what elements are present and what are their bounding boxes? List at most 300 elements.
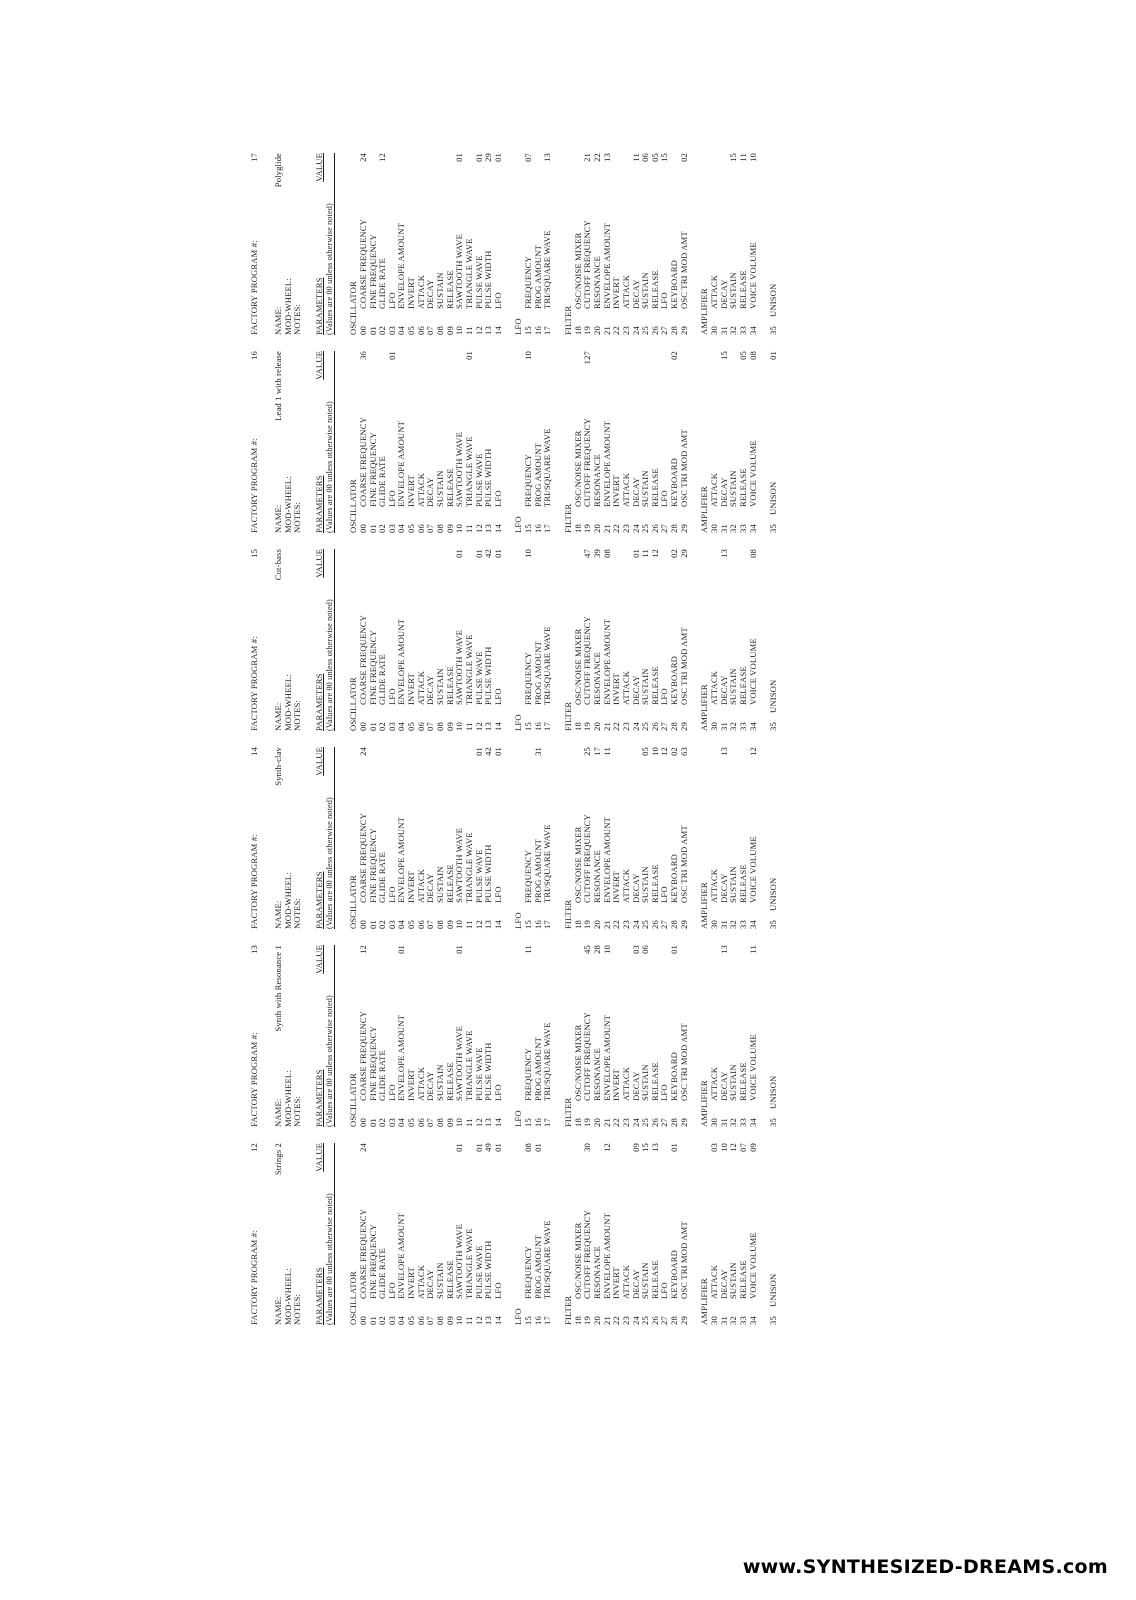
parameter-value: 01 bbox=[473, 747, 484, 756]
parameter-row bbox=[769, 945, 779, 1127]
parameter-row bbox=[680, 747, 690, 929]
parameter-name: LFO bbox=[386, 490, 397, 507]
parameter-number: 13 bbox=[483, 1118, 494, 1127]
parameter-value: 01 bbox=[454, 945, 465, 954]
parameter-number: 32 bbox=[728, 524, 739, 533]
parameter-name: FREQUENCY bbox=[523, 256, 534, 309]
parameter-name: DECAY bbox=[718, 873, 729, 903]
parameter-section bbox=[349, 351, 503, 533]
parameter-number: 18 bbox=[572, 326, 583, 335]
parameter-number: 00 bbox=[357, 1316, 368, 1325]
parameter-number: 21 bbox=[601, 1316, 612, 1325]
program-number: 17 bbox=[249, 153, 259, 162]
parameter-number: 00 bbox=[357, 722, 368, 731]
parameter-name: ENVELOPE AMOUNT bbox=[601, 420, 612, 507]
parameter-name: RELEASE bbox=[649, 666, 660, 705]
parameter-number: 18 bbox=[572, 1118, 583, 1127]
parameter-name: RELEASE bbox=[649, 1260, 660, 1299]
parameter-number: 16 bbox=[532, 524, 543, 533]
parameter-value: 12 bbox=[601, 1143, 612, 1152]
parameter-name: LFO bbox=[386, 1084, 397, 1101]
parameter-name: RESONANCE bbox=[591, 454, 602, 507]
parameter-number: 30 bbox=[709, 524, 719, 533]
parameter-name: OSC TRI MOD AMT bbox=[678, 627, 689, 705]
parameter-name: ATTACK bbox=[620, 670, 631, 705]
parameter-value: 01 bbox=[454, 549, 465, 558]
parameter-number: 13 bbox=[483, 920, 494, 929]
parameter-name: PULSE WAVE bbox=[473, 651, 484, 705]
parameter-number: 23 bbox=[620, 1316, 631, 1325]
parameter-name: DECAY bbox=[630, 873, 641, 903]
parameter-number: 26 bbox=[649, 1316, 660, 1325]
parameter-value: 63 bbox=[678, 747, 689, 756]
parameter-number: 00 bbox=[357, 326, 368, 335]
parameter-name: TRI/SQUARE WAVE bbox=[542, 1220, 553, 1299]
parameter-name: OSC TRI MOD AMT bbox=[678, 231, 689, 309]
parameter-name: PULSE WIDTH bbox=[483, 1042, 494, 1101]
parameter-number: 22 bbox=[611, 1118, 622, 1127]
parameter-name: SAWTOOTH WAVE bbox=[454, 629, 465, 705]
parameter-value: 09 bbox=[630, 1143, 641, 1152]
parameter-name: SUSTAIN bbox=[728, 866, 739, 903]
parameter-value: 13 bbox=[601, 153, 612, 162]
parameter-name: ATTACK bbox=[620, 274, 631, 309]
program-heading-label: FACTORY PROGRAM #: bbox=[249, 240, 259, 335]
parameter-number: 16 bbox=[532, 326, 543, 335]
parameter-number: 31 bbox=[718, 722, 729, 731]
value-label: VALUE bbox=[313, 747, 324, 776]
parameter-value: 39 bbox=[591, 549, 602, 558]
parameter-name: ENVELOPE AMOUNT bbox=[601, 1212, 612, 1299]
parameter-number: 08 bbox=[434, 524, 445, 533]
parameter-value: 49 bbox=[483, 1143, 494, 1152]
parameter-number: 25 bbox=[640, 326, 651, 335]
mod-wheel-label: MOD-WHEEL: bbox=[282, 1268, 293, 1325]
parameter-number: 09 bbox=[444, 722, 455, 731]
parameter-name: ATTACK bbox=[620, 1066, 631, 1101]
parameter-section bbox=[564, 549, 689, 731]
parameter-number: 01 bbox=[367, 1316, 378, 1325]
parameter-row bbox=[494, 945, 504, 1127]
notes-label: NOTES: bbox=[292, 502, 303, 533]
parameter-number: 24 bbox=[630, 722, 641, 731]
parameter-value: 01 bbox=[630, 549, 641, 558]
parameter-number: 07 bbox=[425, 920, 436, 929]
parameter-number: 05 bbox=[406, 722, 417, 731]
parameter-name: SUSTAIN bbox=[728, 668, 739, 705]
parameter-section bbox=[769, 1143, 779, 1325]
parameter-number: 19 bbox=[582, 1118, 593, 1127]
parameter-value: 17 bbox=[591, 747, 602, 756]
parameter-number: 20 bbox=[591, 1118, 602, 1127]
parameter-number: 12 bbox=[473, 1316, 484, 1325]
program-heading-label: FACTORY PROGRAM #: bbox=[249, 834, 259, 929]
parameter-name: INVERT bbox=[406, 277, 417, 309]
parameter-number: 02 bbox=[377, 920, 388, 929]
parameter-name: ENVELOPE AMOUNT bbox=[396, 618, 407, 705]
parameter-value: 24 bbox=[357, 747, 368, 756]
parameter-name: RELEASE bbox=[649, 468, 660, 507]
parameter-number: 31 bbox=[718, 326, 729, 335]
program-meta bbox=[274, 351, 303, 533]
parameter-name: SUSTAIN bbox=[728, 272, 739, 309]
parameter-number: 14 bbox=[492, 1118, 503, 1127]
section-title: FILTER bbox=[563, 899, 574, 929]
parameter-number: 17 bbox=[542, 524, 553, 533]
parameter-value: 11 bbox=[747, 945, 758, 954]
parameter-name: CUTOFF FREQUENCY bbox=[582, 616, 593, 705]
parameter-row bbox=[494, 1143, 504, 1325]
parameter-value: 13 bbox=[718, 747, 729, 756]
parameter-number: 05 bbox=[406, 326, 417, 335]
program-heading bbox=[250, 1143, 260, 1325]
parameter-number: 29 bbox=[678, 326, 689, 335]
parameter-name: LFO bbox=[386, 292, 397, 309]
parameter-name: PULSE WAVE bbox=[473, 1245, 484, 1299]
parameter-number: 09 bbox=[444, 1316, 455, 1325]
parameter-name: UNISON bbox=[768, 481, 779, 515]
parameter-name: TRIANGLE WAVE bbox=[463, 634, 474, 705]
parameter-value: 29 bbox=[678, 549, 689, 558]
parameter-name: FINE FREQUENCY bbox=[367, 1026, 378, 1101]
parameter-name: RELEASE bbox=[737, 1260, 748, 1299]
parameter-value: 01 bbox=[768, 351, 779, 360]
parameter-number: 27 bbox=[659, 1316, 670, 1325]
parameter-name: DECAY bbox=[630, 1269, 641, 1299]
name-label: NAME: bbox=[273, 702, 283, 731]
parameter-number: 29 bbox=[678, 1316, 689, 1325]
parameter-name: UNISON bbox=[768, 283, 779, 317]
website-footer: www.SYNTHESIZED-DREAMS.com bbox=[742, 1556, 1108, 1578]
parameter-name: INVERT bbox=[611, 1267, 622, 1299]
section-title: FILTER bbox=[563, 1097, 574, 1127]
parameter-number: 29 bbox=[678, 920, 689, 929]
parameter-number: 35 bbox=[768, 1316, 779, 1325]
parameter-number: 35 bbox=[768, 920, 779, 929]
parameter-value: 01 bbox=[463, 351, 474, 360]
parameter-name: SUSTAIN bbox=[640, 668, 651, 705]
parameter-name: RELEASE bbox=[649, 864, 660, 903]
parameter-name: KEYBOARD bbox=[669, 260, 680, 309]
parameter-number: 00 bbox=[357, 524, 368, 533]
factory-program-sheet bbox=[250, 155, 900, 1335]
parameter-name: LFO bbox=[492, 688, 503, 705]
parameter-name: TRIANGLE WAVE bbox=[463, 1030, 474, 1101]
parameter-number: 09 bbox=[444, 920, 455, 929]
parameter-number: 20 bbox=[591, 1316, 602, 1325]
program-heading bbox=[250, 351, 260, 533]
parameter-number: 17 bbox=[542, 722, 553, 731]
parameter-name: DECAY bbox=[718, 477, 729, 507]
parameter-name: TRI/SQUARE WAVE bbox=[542, 1022, 553, 1101]
parameter-number: 04 bbox=[396, 920, 407, 929]
parameter-number: 05 bbox=[406, 524, 417, 533]
parameter-name: DECAY bbox=[425, 1269, 436, 1299]
parameter-name: KEYBOARD bbox=[669, 656, 680, 705]
parameter-row bbox=[769, 351, 779, 533]
parameter-number: 15 bbox=[523, 1118, 534, 1127]
parameter-number: 28 bbox=[669, 1316, 680, 1325]
section-title: AMPLIFIER bbox=[699, 1080, 710, 1127]
program-column bbox=[250, 945, 900, 1127]
section-title: LFO bbox=[513, 516, 524, 533]
parameter-name: VOICE VOLUME bbox=[747, 242, 758, 309]
program-meta bbox=[274, 153, 303, 335]
parameter-name: RELEASE bbox=[444, 270, 455, 309]
parameter-name: SUSTAIN bbox=[434, 668, 445, 705]
parameter-name: PULSE WIDTH bbox=[483, 844, 494, 903]
parameter-name: LFO bbox=[492, 886, 503, 903]
parameter-number: 17 bbox=[542, 920, 553, 929]
parameter-name: OSC TRI MOD AMT bbox=[678, 1221, 689, 1299]
parameter-number: 15 bbox=[523, 326, 534, 335]
parameter-number: 10 bbox=[454, 722, 465, 731]
section-title: AMPLIFIER bbox=[699, 288, 710, 335]
parameter-number: 11 bbox=[463, 524, 474, 533]
values-note: (Values are 00 unless otherwise noted) bbox=[325, 747, 336, 929]
parameter-number: 15 bbox=[523, 920, 534, 929]
parameter-name: INVERT bbox=[611, 871, 622, 903]
parameter-number: 23 bbox=[620, 524, 631, 533]
parameter-value: 01 bbox=[669, 1143, 680, 1152]
parameter-name: LFO bbox=[492, 292, 503, 309]
parameter-name: ATTACK bbox=[709, 1066, 719, 1101]
parameter-section bbox=[564, 945, 689, 1127]
parameter-value: 12 bbox=[659, 747, 670, 756]
parameter-name: DECAY bbox=[425, 477, 436, 507]
parameter-number: 01 bbox=[367, 524, 378, 533]
parameter-number: 25 bbox=[640, 1316, 651, 1325]
parameter-number: 09 bbox=[444, 524, 455, 533]
parameter-section bbox=[514, 549, 553, 731]
parameter-number: 08 bbox=[434, 722, 445, 731]
notes-label: NOTES: bbox=[292, 1096, 303, 1127]
parameter-name: RELEASE bbox=[444, 1260, 455, 1299]
parameter-name: COARSE FREQUENCY bbox=[357, 1208, 368, 1299]
parameter-value: 29 bbox=[483, 153, 494, 162]
parameter-value: 06 bbox=[640, 153, 651, 162]
parameter-number: 02 bbox=[377, 524, 388, 533]
parameter-row bbox=[494, 549, 504, 731]
section-title: LFO bbox=[513, 1308, 524, 1325]
parameter-row bbox=[749, 1143, 759, 1325]
program-name: Synth with Resonance 1 bbox=[273, 945, 283, 1032]
parameter-name: LFO bbox=[492, 1084, 503, 1101]
parameter-name: INVERT bbox=[406, 1267, 417, 1299]
parameter-name: SUSTAIN bbox=[728, 1262, 739, 1299]
parameter-name: LFO bbox=[659, 1084, 670, 1101]
parameter-number: 05 bbox=[406, 1316, 417, 1325]
parameter-section bbox=[700, 351, 758, 533]
parameter-name: SUSTAIN bbox=[434, 272, 445, 309]
program-column bbox=[250, 747, 900, 929]
parameter-value: 25 bbox=[582, 747, 593, 756]
parameter-number: 24 bbox=[630, 1316, 641, 1325]
parameter-number: 17 bbox=[542, 1118, 553, 1127]
parameter-value: 02 bbox=[669, 351, 680, 360]
parameter-value: 42 bbox=[483, 747, 494, 756]
parameter-name: KEYBOARD bbox=[669, 1052, 680, 1101]
parameter-number: 12 bbox=[473, 326, 484, 335]
parameter-number: 22 bbox=[611, 1316, 622, 1325]
parameter-value: 11 bbox=[523, 945, 534, 954]
name-label: NAME: bbox=[273, 1296, 283, 1325]
parameter-name: CUTOFF FREQUENCY bbox=[582, 1012, 593, 1101]
parameter-number: 22 bbox=[611, 722, 622, 731]
parameter-number: 14 bbox=[492, 722, 503, 731]
parameter-number: 03 bbox=[386, 1316, 397, 1325]
parameter-number: 13 bbox=[483, 524, 494, 533]
parameter-value: 24 bbox=[357, 153, 368, 162]
parameter-number: 34 bbox=[747, 326, 758, 335]
program-column bbox=[250, 1143, 900, 1325]
parameter-name: ATTACK bbox=[415, 472, 426, 507]
parameter-section bbox=[564, 747, 689, 929]
name-label: NAME: bbox=[273, 1098, 283, 1127]
parameter-value: 07 bbox=[737, 1143, 748, 1152]
parameter-number: 09 bbox=[444, 1118, 455, 1127]
parameter-name: RELEASE bbox=[737, 666, 748, 705]
parameter-name: GLIDE RATE bbox=[377, 1050, 388, 1101]
parameter-value: 22 bbox=[591, 153, 602, 162]
parameter-number: 12 bbox=[473, 920, 484, 929]
parameter-number: 12 bbox=[473, 722, 484, 731]
parameter-number: 16 bbox=[532, 722, 543, 731]
parameter-number: 13 bbox=[483, 722, 494, 731]
parameter-section bbox=[769, 549, 779, 731]
values-note: (Values are 00 unless otherwise noted) bbox=[325, 1143, 336, 1325]
parameter-number: 19 bbox=[582, 920, 593, 929]
name-label: NAME: bbox=[273, 306, 283, 335]
parameter-name: ATTACK bbox=[709, 670, 719, 705]
parameter-number: 05 bbox=[406, 1118, 417, 1127]
parameter-row bbox=[769, 747, 779, 929]
parameter-name: FREQUENCY bbox=[523, 454, 534, 507]
parameter-value: 01 bbox=[454, 153, 465, 162]
parameter-value: 127 bbox=[582, 351, 593, 365]
parameter-value: 12 bbox=[377, 153, 388, 162]
parameter-value: 11 bbox=[640, 549, 651, 558]
parameter-row bbox=[680, 945, 690, 1127]
parameter-number: 24 bbox=[630, 1118, 641, 1127]
parameter-number: 03 bbox=[386, 1118, 397, 1127]
parameter-name: ENVELOPE AMOUNT bbox=[601, 816, 612, 903]
parameter-name: FREQUENCY bbox=[523, 1246, 534, 1299]
parameter-name: FINE FREQUENCY bbox=[367, 432, 378, 507]
parameter-name: SUSTAIN bbox=[434, 470, 445, 507]
parameter-section bbox=[514, 1143, 553, 1325]
parameter-name: TRIANGLE WAVE bbox=[463, 832, 474, 903]
parameter-row bbox=[543, 549, 553, 731]
parameter-row bbox=[494, 351, 504, 533]
parameter-name: VOICE VOLUME bbox=[747, 638, 758, 705]
notes-label: NOTES: bbox=[292, 304, 303, 335]
parameter-number: 30 bbox=[709, 1316, 719, 1325]
parameter-number: 19 bbox=[582, 326, 593, 335]
parameter-number: 03 bbox=[386, 920, 397, 929]
parameter-name: OSC/NOISE MIXER bbox=[572, 826, 583, 903]
parameters-header bbox=[315, 945, 335, 1127]
parameter-name: OSC TRI MOD AMT bbox=[678, 1023, 689, 1101]
parameter-number: 27 bbox=[659, 326, 670, 335]
parameter-number: 32 bbox=[728, 326, 739, 335]
parameter-value: 13 bbox=[718, 549, 729, 558]
parameter-value: 01 bbox=[473, 153, 484, 162]
program-heading bbox=[250, 549, 260, 731]
program-name: Synth-clav bbox=[273, 747, 283, 786]
value-label: VALUE bbox=[313, 945, 324, 974]
parameter-name: VOICE VOLUME bbox=[747, 836, 758, 903]
parameter-number: 03 bbox=[386, 326, 397, 335]
parameter-number: 32 bbox=[728, 1316, 739, 1325]
parameter-row bbox=[680, 351, 690, 533]
parameter-value: 01 bbox=[492, 549, 503, 558]
parameter-name: ATTACK bbox=[620, 1264, 631, 1299]
mod-wheel-label: MOD-WHEEL: bbox=[282, 1070, 293, 1127]
parameter-number: 06 bbox=[415, 326, 426, 335]
parameter-number: 04 bbox=[396, 722, 407, 731]
parameter-number: 32 bbox=[728, 722, 739, 731]
parameter-name: UNISON bbox=[768, 877, 779, 911]
parameter-number: 10 bbox=[454, 920, 465, 929]
parameter-number: 28 bbox=[669, 326, 680, 335]
parameter-section bbox=[349, 153, 503, 335]
section-title: FILTER bbox=[563, 701, 574, 731]
parameter-name: KEYBOARD bbox=[669, 1250, 680, 1299]
program-column bbox=[250, 549, 900, 731]
parameter-name: RESONANCE bbox=[591, 256, 602, 309]
parameter-value: 01 bbox=[386, 351, 397, 360]
parameter-name: RELEASE bbox=[444, 468, 455, 507]
parameter-number: 23 bbox=[620, 920, 631, 929]
parameter-name: ENVELOPE AMOUNT bbox=[396, 420, 407, 507]
parameter-number: 27 bbox=[659, 1118, 670, 1127]
parameter-number: 16 bbox=[532, 1316, 543, 1325]
parameter-value: 01 bbox=[473, 1143, 484, 1152]
parameter-name: TRI/SQUARE WAVE bbox=[542, 626, 553, 705]
parameter-name: RELEASE bbox=[444, 666, 455, 705]
parameter-name: DECAY bbox=[718, 279, 729, 309]
parameter-name: PULSE WIDTH bbox=[483, 448, 494, 507]
parameter-value: 15 bbox=[728, 153, 739, 162]
parameter-row bbox=[749, 945, 759, 1127]
program-number: 12 bbox=[249, 1143, 259, 1152]
parameter-name: INVERT bbox=[406, 1069, 417, 1101]
parameter-number: 06 bbox=[415, 1316, 426, 1325]
parameter-name: LFO bbox=[659, 886, 670, 903]
parameter-name: RESONANCE bbox=[591, 1048, 602, 1101]
parameter-row bbox=[769, 549, 779, 731]
parameter-number: 33 bbox=[737, 1316, 748, 1325]
name-label: NAME: bbox=[273, 900, 283, 929]
parameter-value: 03 bbox=[709, 1143, 719, 1152]
parameter-name: OSC TRI MOD AMT bbox=[678, 825, 689, 903]
parameter-name: OSC TRI MOD AMT bbox=[678, 429, 689, 507]
parameter-number: 29 bbox=[678, 722, 689, 731]
parameter-number: 26 bbox=[649, 524, 660, 533]
parameter-number: 13 bbox=[483, 326, 494, 335]
parameter-number: 07 bbox=[425, 524, 436, 533]
parameter-name: INVERT bbox=[611, 1069, 622, 1101]
program-number: 15 bbox=[249, 549, 259, 558]
program-name: Lead 1 with release bbox=[273, 351, 283, 421]
parameter-section bbox=[514, 747, 553, 929]
parameter-value: 30 bbox=[582, 1143, 593, 1152]
parameter-name: DECAY bbox=[718, 675, 729, 705]
parameter-section bbox=[564, 153, 689, 335]
parameter-number: 22 bbox=[611, 524, 622, 533]
parameter-name: DECAY bbox=[425, 873, 436, 903]
